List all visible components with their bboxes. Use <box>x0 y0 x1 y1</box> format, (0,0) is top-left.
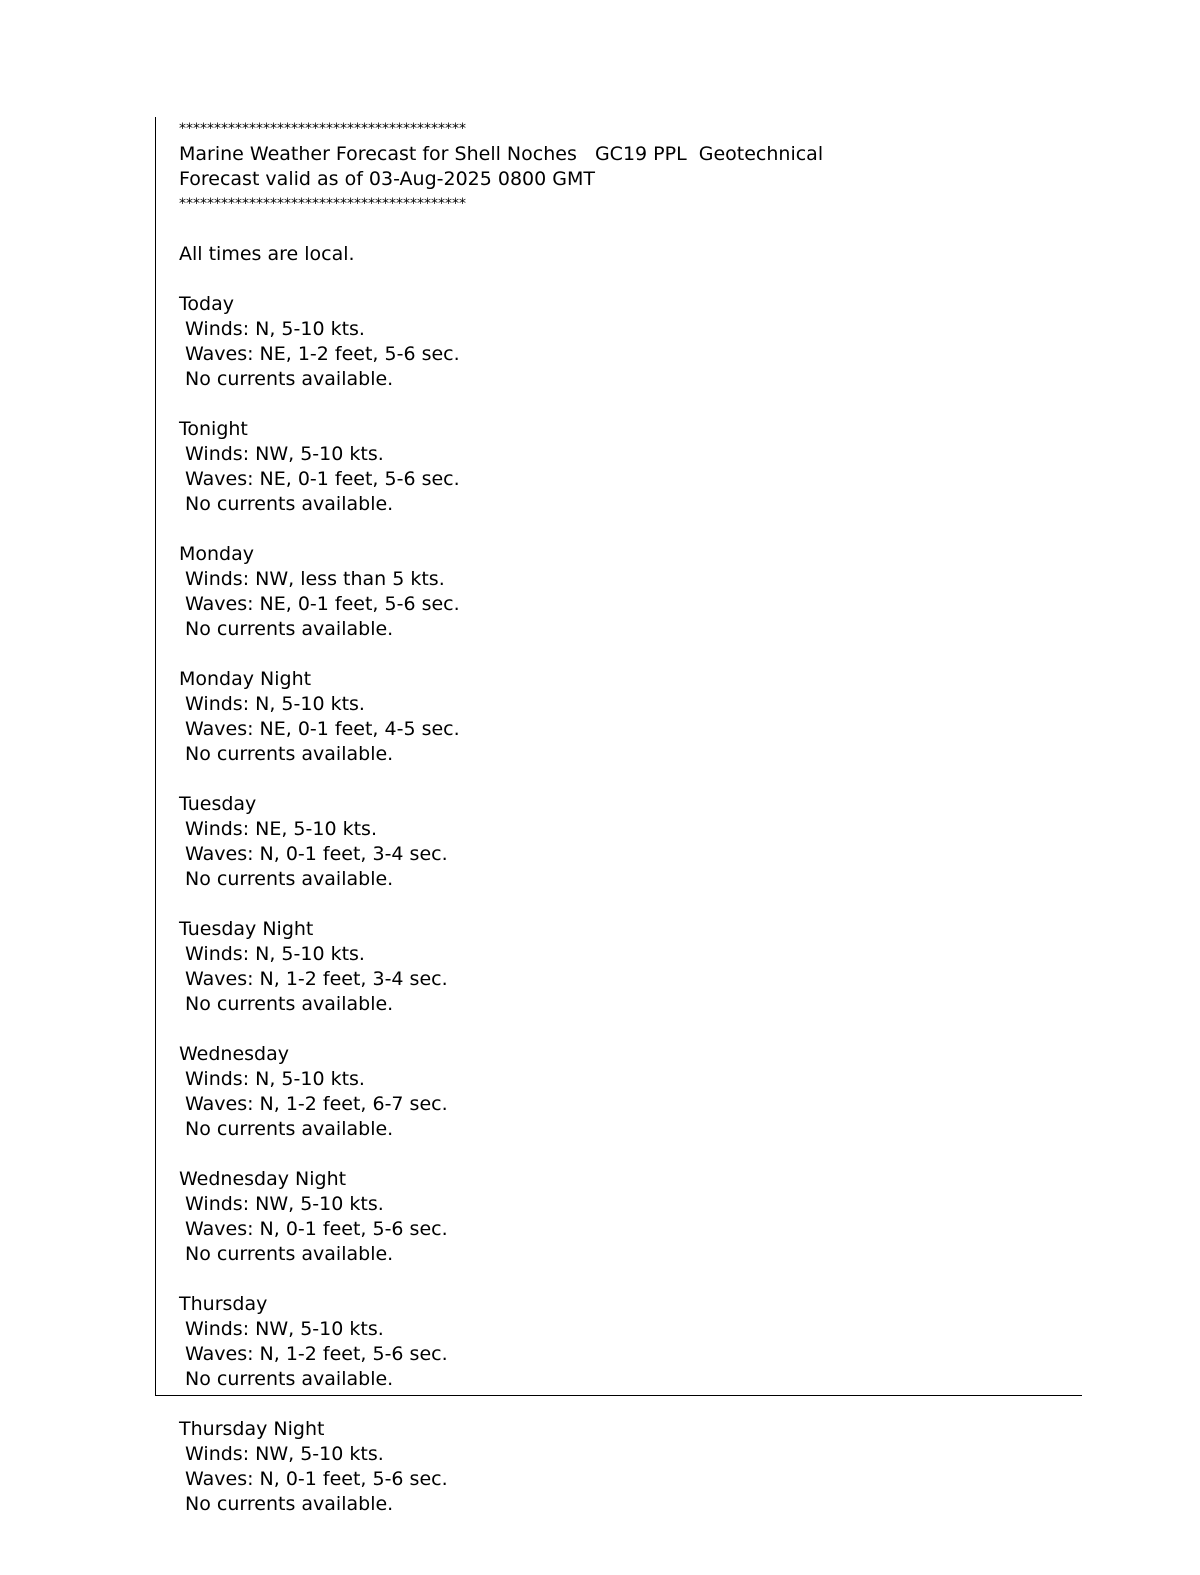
period-currents: No currents available. <box>179 618 394 640</box>
forecast-title: Marine Weather Forecast for Shell Noches GC19 PPL Geotechnical <box>179 143 824 165</box>
period-currents: No currents available. <box>179 1243 394 1265</box>
period-waves: Waves: NE, 0-1 feet, 5-6 sec. <box>179 468 460 490</box>
period-thursday <box>179 1292 1079 1392</box>
period-winds: Winds: NW, 5-10 kts. <box>179 443 384 465</box>
period-name: Thursday <box>179 1293 268 1315</box>
forecast-text <box>179 117 1079 1542</box>
period-waves: Waves: NE, 0-1 feet, 5-6 sec. <box>179 593 460 615</box>
period-name: Thursday Night <box>179 1418 325 1440</box>
period-name: Wednesday <box>179 1043 290 1065</box>
period-name: Monday <box>179 543 255 565</box>
period-tonight <box>179 417 1079 517</box>
left-border-rule <box>155 117 156 1396</box>
forecast-valid-time: Forecast valid as of 03-Aug-2025 0800 GMT <box>179 168 595 190</box>
period-name: Today <box>179 293 234 315</box>
period-wednesday <box>179 1042 1079 1142</box>
period-name: Wednesday Night <box>179 1168 347 1190</box>
header-stars-bottom: ***************************************** <box>179 196 466 212</box>
period-currents: No currents available. <box>179 1118 394 1140</box>
period-currents: No currents available. <box>179 993 394 1015</box>
period-name: Tuesday <box>179 793 257 815</box>
period-winds: Winds: N, 5-10 kts. <box>179 318 365 340</box>
period-tuesday <box>179 792 1079 892</box>
period-name: Tonight <box>179 418 248 440</box>
period-thursday-night <box>179 1417 1079 1517</box>
period-tuesday-night <box>179 917 1079 1017</box>
period-winds: Winds: NE, 5-10 kts. <box>179 818 377 840</box>
period-currents: No currents available. <box>179 1493 394 1515</box>
period-winds: Winds: NW, 5-10 kts. <box>179 1443 384 1465</box>
period-waves: Waves: N, 0-1 feet, 3-4 sec. <box>179 843 448 865</box>
period-monday-night <box>179 667 1079 767</box>
period-wednesday-night <box>179 1167 1079 1267</box>
period-currents: No currents available. <box>179 368 394 390</box>
period-name: Tuesday Night <box>179 918 314 940</box>
period-waves: Waves: NE, 0-1 feet, 4-5 sec. <box>179 718 460 740</box>
period-winds: Winds: NW, 5-10 kts. <box>179 1193 384 1215</box>
period-today <box>179 292 1079 392</box>
period-currents: No currents available. <box>179 868 394 890</box>
period-waves: Waves: NE, 1-2 feet, 5-6 sec. <box>179 343 460 365</box>
header-stars-top: ***************************************** <box>179 121 466 137</box>
period-winds: Winds: NW, less than 5 kts. <box>179 568 445 590</box>
period-currents: No currents available. <box>179 743 394 765</box>
period-waves: Waves: N, 1-2 feet, 6-7 sec. <box>179 1093 448 1115</box>
period-currents: No currents available. <box>179 493 394 515</box>
period-waves: Waves: N, 1-2 feet, 3-4 sec. <box>179 968 448 990</box>
period-name: Monday Night <box>179 668 312 690</box>
times-note: All times are local. <box>179 243 355 265</box>
period-winds: Winds: N, 5-10 kts. <box>179 943 365 965</box>
period-winds: Winds: NW, 5-10 kts. <box>179 1318 384 1340</box>
period-waves: Waves: N, 1-2 feet, 5-6 sec. <box>179 1343 448 1365</box>
period-winds: Winds: N, 5-10 kts. <box>179 693 365 715</box>
period-currents: No currents available. <box>179 1368 394 1390</box>
period-waves: Waves: N, 0-1 feet, 5-6 sec. <box>179 1468 448 1490</box>
period-monday <box>179 542 1079 642</box>
period-winds: Winds: N, 5-10 kts. <box>179 1068 365 1090</box>
period-waves: Waves: N, 0-1 feet, 5-6 sec. <box>179 1218 448 1240</box>
